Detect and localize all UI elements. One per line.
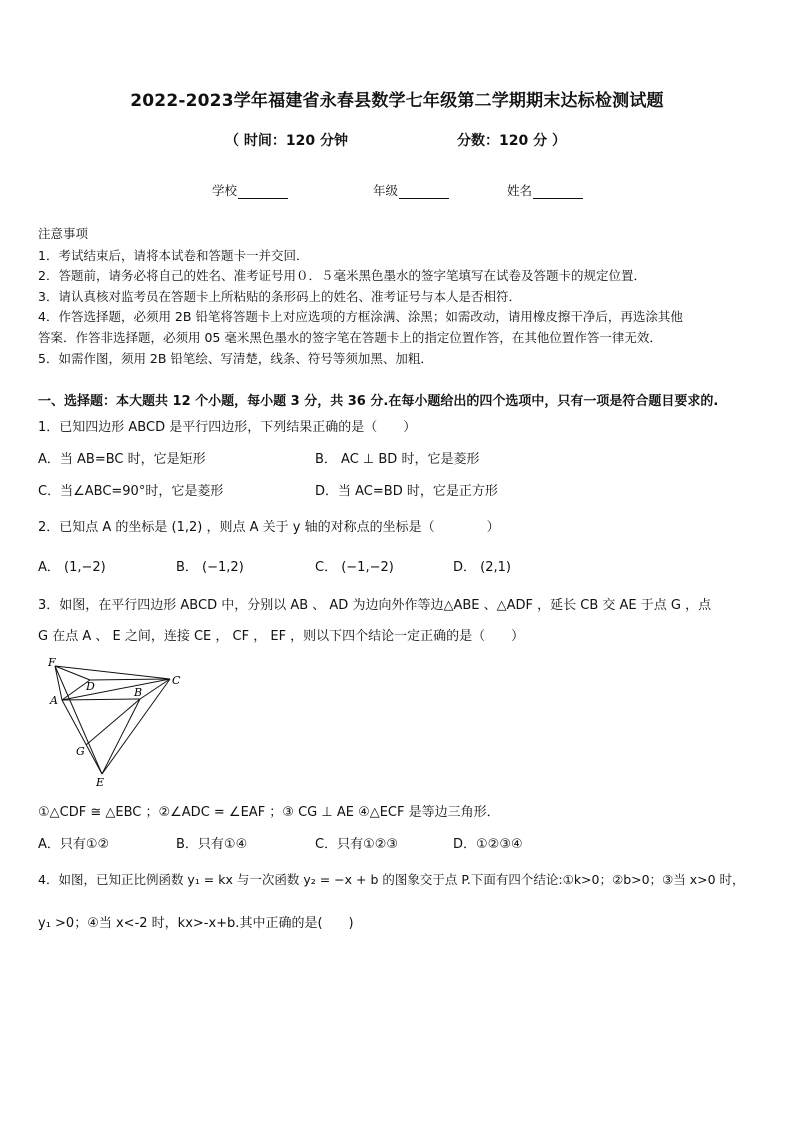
name-label: 姓名 bbox=[507, 183, 533, 198]
exam-score: 分数：120 分 ） bbox=[457, 133, 566, 149]
parallelogram-figure bbox=[42, 652, 192, 792]
q2-option-a[interactable]: A． (1,−2) bbox=[38, 560, 106, 575]
school-label: 学校 bbox=[212, 183, 238, 198]
section-heading: 一、选择题：本大题共 12 个小题，每小题 3 分，共 36 分.在每小题给出的四个选项中，只有一项是符合题目要求的. bbox=[38, 394, 719, 409]
label-A: A bbox=[50, 694, 58, 707]
question-4-stem-line1: 4．如图，已知正比例函数 y₁ = kx 与一次函数 y₂ = −x + b 的图象交于点 P.下面有四个结论:①k>0；②b>0；③当 x>0 时， bbox=[38, 872, 745, 887]
grade-label: 年级 bbox=[373, 183, 399, 198]
question-3-conclusions: ①△CDF ≅ △EBC ；②∠ADC = ∠EAF ；③ CG ⊥ AE ④△ECF 是等边三角形． bbox=[38, 805, 500, 820]
label-C: C bbox=[172, 674, 181, 687]
q2-option-b[interactable]: B． (−1,2) bbox=[176, 560, 244, 575]
notice-item: 1．考试结束后，请将本试卷和答题卡一并交回． bbox=[38, 248, 309, 263]
q2-option-d[interactable]: D． (2,1) bbox=[453, 560, 511, 575]
question-2-stem: 2．已知点 A 的坐标是 (1,2) ，则点 A 关于 y 轴的对称点的坐标是（ ） bbox=[38, 520, 500, 535]
label-B: B bbox=[134, 686, 143, 699]
q3-option-a[interactable]: A．只有①② bbox=[38, 837, 110, 852]
exam-time: （ 时间：120 分钟 bbox=[225, 133, 348, 149]
notice-heading: 注意事项 bbox=[38, 226, 89, 241]
notice-item: 4．作答选择题，必须用 2B 铅笔将答题卡上对应选项的方框涂满、涂黑；如需改动，请用橡皮擦干净后，再选涂其他 bbox=[38, 309, 683, 324]
q1-option-c[interactable]: C．当∠ABC=90°时，它是菱形 bbox=[38, 484, 224, 499]
question-1-stem: 1．已知四边形 ABCD 是平行四边形，下列结果正确的是（ ） bbox=[38, 420, 417, 435]
label-G: G bbox=[76, 745, 85, 758]
notice-item: 3．请认真核对监考员在答题卡上所粘贴的条形码上的姓名、准考证号与本人是否相符． bbox=[38, 289, 521, 304]
q3-option-b[interactable]: B．只有①④ bbox=[176, 837, 248, 852]
grade-field bbox=[373, 181, 449, 199]
label-D: D bbox=[86, 680, 95, 693]
label-F: F bbox=[48, 656, 56, 669]
question-3-stem-line1: 3．如图，在平行四边形 ABCD 中，分别以 AB 、 AD 为边向外作等边△ABE 、△ADF ，延长 CB 交 AE 于点 G ，点 bbox=[38, 598, 712, 613]
q1-option-d[interactable]: D．当 AC=BD 时，它是正方形 bbox=[315, 484, 498, 499]
notice-item: 答案．作答非选择题，必须用 05 毫米黑色墨水的签字笔在答题卡上的指定位置作答，在其他位置作答一律无效． bbox=[38, 330, 662, 345]
q2-option-c[interactable]: C． (−1,−2) bbox=[315, 560, 394, 575]
name-field bbox=[507, 181, 583, 199]
label-E: E bbox=[96, 776, 105, 789]
notice-item: 5．如需作图，须用 2B 铅笔绘、写清楚，线条、符号等须加黑、加粗． bbox=[38, 351, 433, 366]
exam-title: 2022-2023学年福建省永春县数学七年级第二学期期末达标检测试题 bbox=[130, 91, 664, 111]
name-blank[interactable] bbox=[533, 186, 583, 199]
school-blank[interactable] bbox=[238, 186, 288, 199]
q1-option-b[interactable]: B． AC ⊥ BD 时，它是菱形 bbox=[315, 452, 480, 467]
question-3-stem-line2: G 在点 A 、 E 之间，连接 CE ， CF ， EF ，则以下四个结论一定正确的是（ ） bbox=[38, 629, 525, 644]
q3-option-d[interactable]: D．①②③④ bbox=[453, 837, 523, 852]
school-field bbox=[212, 181, 288, 199]
question-4-stem-line2: y₁ >0；④当 x<-2 时，kx>-x+b.其中正确的是( ) bbox=[38, 916, 354, 931]
q1-option-a[interactable]: A．当 AB=BC 时，它是矩形 bbox=[38, 452, 206, 467]
q3-option-c[interactable]: C．只有①②③ bbox=[315, 837, 399, 852]
notice-item: 2．答题前，请务必将自己的姓名、准考证号用０．５毫米黑色墨水的签字笔填写在试卷及答题卡的规定位置． bbox=[38, 268, 646, 283]
grade-blank[interactable] bbox=[399, 186, 449, 199]
